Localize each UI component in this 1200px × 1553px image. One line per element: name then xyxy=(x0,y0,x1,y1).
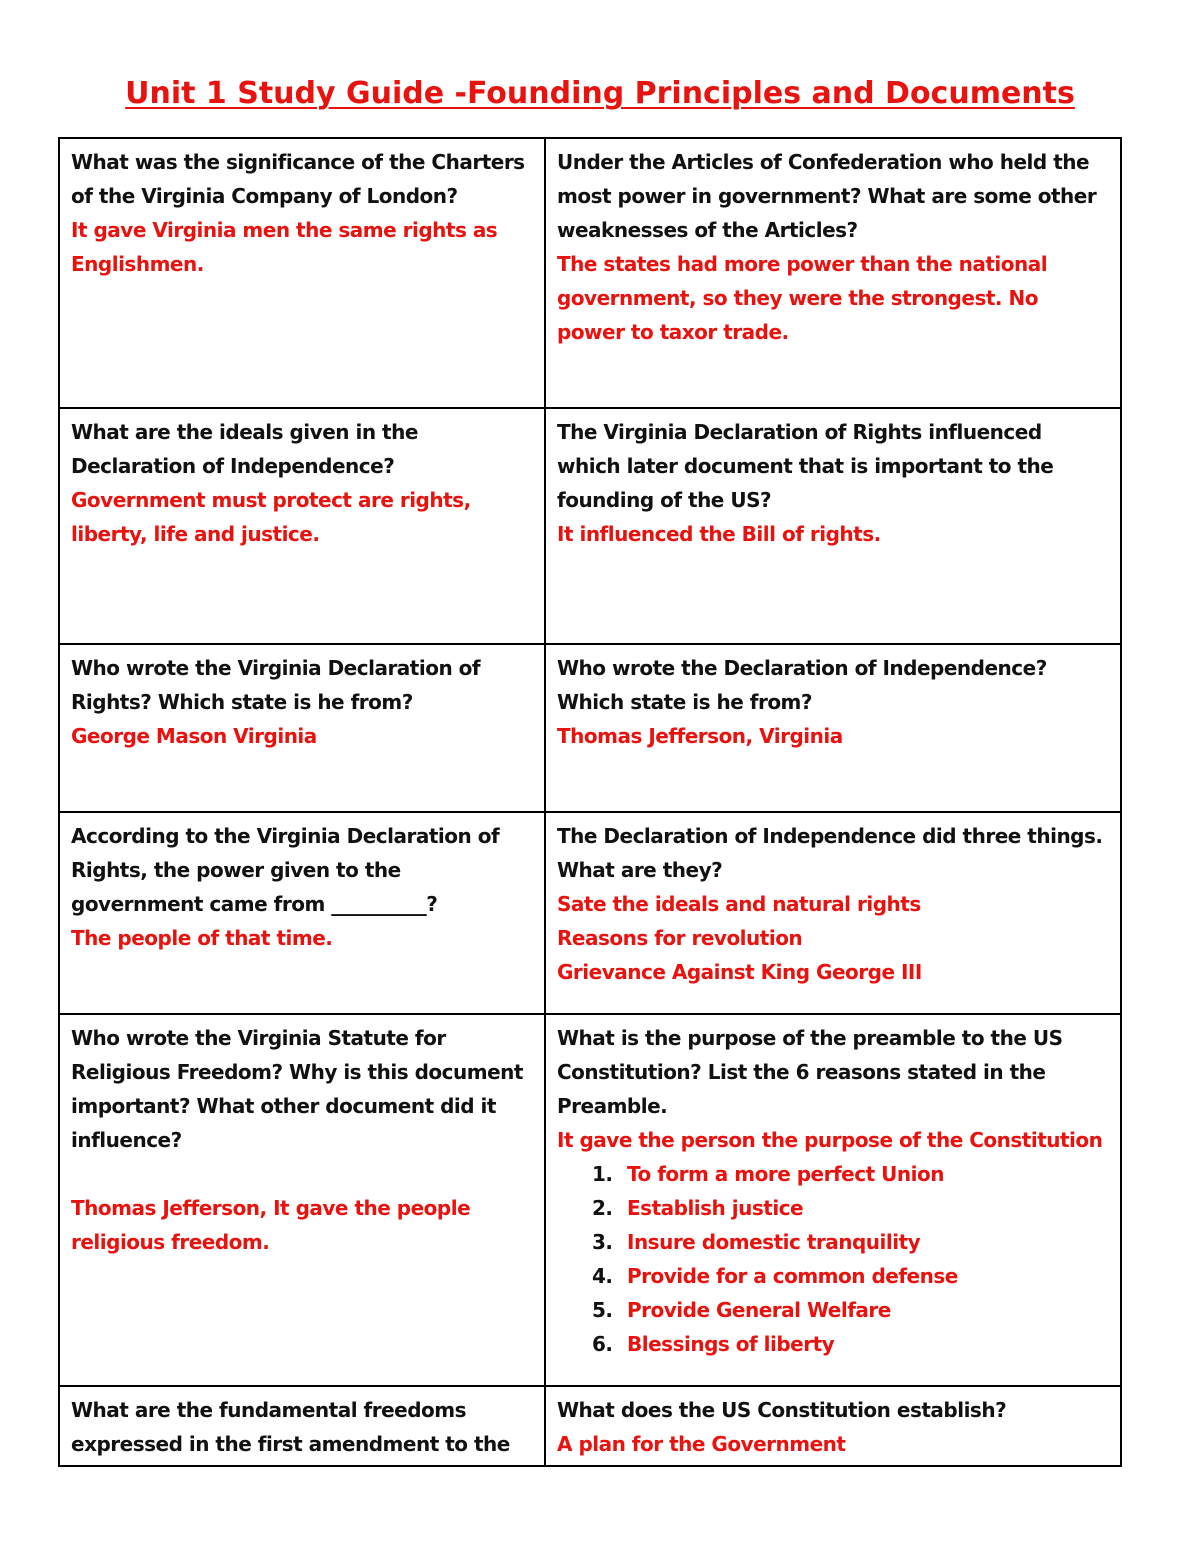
answer-text: Grievance Against King George III xyxy=(557,960,922,984)
question-cell xyxy=(545,1014,1121,1386)
question-cell xyxy=(59,138,545,408)
question-cell xyxy=(545,812,1121,1014)
answer-text: Sate the ideals and natural rights xyxy=(557,892,921,916)
question-cell xyxy=(545,1386,1121,1466)
answer-text: It gave Virginia men the same rights as Englishmen. xyxy=(71,218,498,276)
question-cell xyxy=(545,644,1121,812)
question-text: What is the purpose of the preamble to the US Constitution? List the 6 reasons stated in the Preamble. xyxy=(557,1026,1063,1118)
table-row xyxy=(59,644,1121,812)
answer-text: It influenced the Bill of rights. xyxy=(557,522,881,546)
question-text: According to the Virginia Declaration of Rights, the power given to the government came from __________? xyxy=(71,824,500,916)
question-cell xyxy=(59,1386,545,1466)
answer-text: The people of that time. xyxy=(71,926,333,950)
table-row xyxy=(59,1386,1121,1466)
question-cell xyxy=(59,812,545,1014)
question-cell xyxy=(545,138,1121,408)
question-text: What does the US Constitution establish? xyxy=(557,1398,1007,1422)
question-cell xyxy=(545,408,1121,644)
answer-text: Reasons for revolution xyxy=(557,926,803,950)
answer-text: It gave the person the purpose of the Constitution xyxy=(557,1128,1103,1152)
question-cell xyxy=(59,1014,545,1386)
question-text: Under the Articles of Confederation who held the most power in government? What are some other weaknesses of the Articles? xyxy=(557,150,1097,242)
question-text: What are the ideals given in the Declaration of Independence? xyxy=(71,420,418,478)
answer-text: Thomas Jefferson, It gave the people religious freedom. xyxy=(71,1196,471,1254)
answer-text: Thomas Jefferson, Virginia xyxy=(557,724,843,748)
table-row xyxy=(59,1014,1121,1386)
question-cell xyxy=(59,408,545,644)
question-text: Who wrote the Virginia Statute for Religious Freedom? Why is this document important? What other document did it influence? xyxy=(71,1026,523,1152)
list-item: Blessings of liberty xyxy=(627,1332,835,1356)
table-row xyxy=(59,812,1121,1014)
answer-text: Government must protect are rights, liberty, life and justice. xyxy=(71,488,471,546)
list-item: To form a more perfect Union xyxy=(627,1162,944,1186)
question-text: Who wrote the Virginia Declaration of Rights? Which state is he from? xyxy=(71,656,481,714)
study-guide-table xyxy=(58,137,1122,1467)
answer-text: A plan for the Government xyxy=(557,1432,846,1456)
question-text: The Virginia Declaration of Rights influenced which later document that is important to the founding of the US? xyxy=(557,420,1054,512)
question-text: The Declaration of Independence did three things. What are they? xyxy=(557,824,1103,882)
list-item: Provide General Welfare xyxy=(627,1298,891,1322)
table-row xyxy=(59,138,1121,408)
list-item: Establish justice xyxy=(627,1196,804,1220)
table-row xyxy=(59,408,1121,644)
answer-text: The states had more power than the national government, so they were the strongest. No power to taxor trade. xyxy=(557,252,1048,344)
question-cell xyxy=(59,644,545,812)
page-title: Unit 1 Study Guide -Founding Principles and Documents xyxy=(125,76,1075,111)
question-text: What was the significance of the Charters of the Virginia Company of London? xyxy=(71,150,525,208)
question-text: What are the fundamental freedoms expressed in the first amendment to the xyxy=(71,1398,510,1456)
preamble-reasons-list xyxy=(557,1157,1110,1361)
list-item: Insure domestic tranquility xyxy=(627,1230,921,1254)
question-text: Who wrote the Declaration of Independence? Which state is he from? xyxy=(557,656,1047,714)
list-item: Provide for a common defense xyxy=(627,1264,958,1288)
answer-text: George Mason Virginia xyxy=(71,724,317,748)
